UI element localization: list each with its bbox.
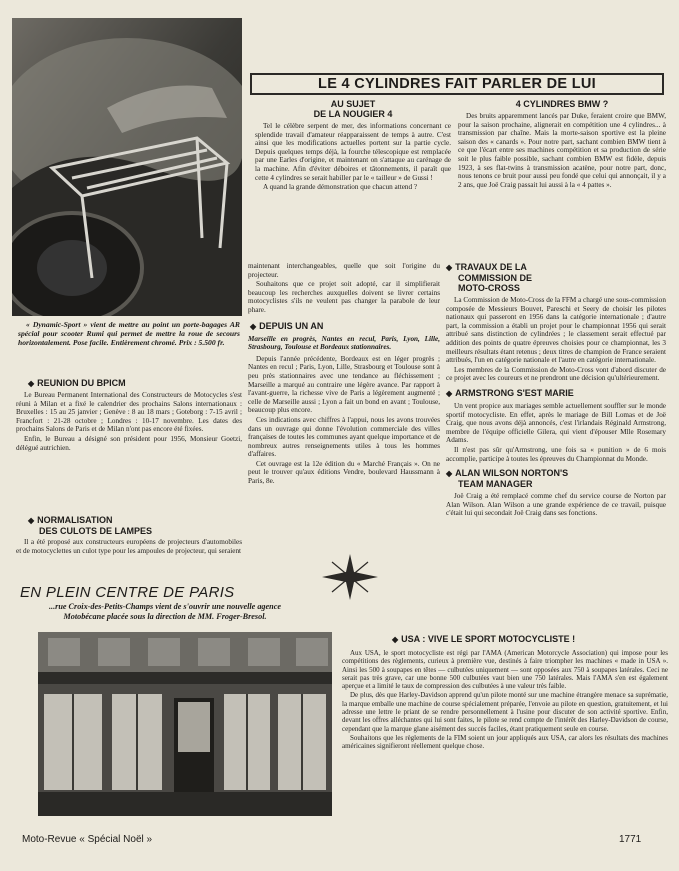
diamond-icon: ◆ [28, 516, 35, 525]
middle-para-2: Souhaitons que ce projet soit adopté, car il simplifierait beaucoup les recherches auxquelles doivent se livrer certains motocyclistes s'ils ne veulent pas changer la parabole de leur phare. [248, 280, 440, 314]
footer-page-number: 1771 [619, 834, 642, 845]
nougier-para-2: A quand la grande démonstration que chacun attend ? [263, 183, 418, 192]
usa-para-2: De plus, dès que Harley-Davidson apprend qu'un pilote monté sur une machine étrangère menace sa suprématie, la marque emballe une machine de course spécialement préparée, l'envoie au pilote en question, gratuitement, et lui adresse une lettre le priant de se rendre personnellement à l'usine pour discuter de son activité sportive. Enfin, devant les offres alléchantes qui lui sont faites, le pilote se rend compte de l'intérêt des Harley-Davidson de course, cependant que la marque glane aisément des succès faciles, étant pratiquement seule en course. [342, 691, 668, 733]
headline-box [250, 73, 664, 95]
alan-title-2: TEAM MANAGER [458, 479, 533, 490]
middle-para-1: maintenant interchangeables, quelle que soit l'origine du projecteur. [248, 262, 440, 279]
usa-para-1: Aux USA, le sport motocycliste est régi par l'AMA (American Motorcycle Association) qui impose pour les compétitions des règlements, curieux à première vue, destinés à faire triompher les machines « made in USA ». Ainsi les 500 à soupapes en têtes — culbutées uniquement — sont opposées aux 750 à soupapes latérales. Ceci ne serait pas très grave, car une bonne 500 culbutées vaut bien une 750 latérales. Mais l'AMA s'en est également aperçue et a limité le taux de compression des culbutées à une valeur très faible. [342, 649, 668, 691]
bpicm-para-1: Le Bureau Permanent International des Constructeurs de Motocycles s'est réuni à Milan et a fixé le calendrier des prochains Salons internationaux : Bruxelles : 15 au 25 janvier ; Genève : 8 au 18 mars ; Goteborg : 7-15 avril ; Francfort : 21-28 octobre ; Londres : 10-17 novembre. Les dates des prochains Salons de Paris et de Milan n'ont pas encore été fixées. [16, 391, 242, 434]
alan-para-1: Joë Craig a été remplacé comme chef du service course de Norton par Alan Wilson. Alan Wilson a une grande expérience de ce travail, puisque c'était lui qui secondait Joë Craig dans ses fonctions. [446, 492, 666, 518]
bmw-para-1: Des bruits apparemment lancés par Duke, feraient croire que BMW, pour la saison prochaine, alignerait en compétition une 4 cylindres... à transmission par chaîne. Mais la morte-saison sportive est la pleine saison des « canards ». Pour notre part, sachant combien BMW tient à ce que l'écart entre ses machines compétition et sa production de série soit le plus faible possible, sachant combien BMW est fidèle, depuis 1923, à ses flat-twins à transmission acatène, pour notre part, donc, nous tenons ce bruit pour aussi peu fondé que celui qui annonçait, il y a 2 ans, que Joë Craig passait lui aussi à la « 4 pattes ». [458, 112, 666, 189]
diamond-icon: ◆ [250, 321, 257, 331]
culots-article [16, 515, 242, 556]
depuis-lead: Marseille en progrès, Nantes en recul, Paris, Lyon, Lille, Strasbourg, Toulouse et Bordeaux stationnaires. [248, 334, 440, 352]
depuis-title: DEPUIS UN AN [259, 320, 324, 331]
alan-title-1: ALAN WILSON NORTON'S [455, 468, 569, 479]
travaux-title-1: TRAVAUX DE LA [455, 262, 527, 272]
star-icon [320, 552, 380, 602]
footer-magazine: Moto-Revue « Spécial Noël » [22, 834, 153, 845]
middle-column [248, 262, 440, 487]
diamond-icon: ◆ [446, 388, 453, 398]
armstrong-title: ARMSTRONG S'EST MARIE [455, 387, 574, 398]
depuis-para-3: Cet ouvrage est la 12e édition du « Marché Français ». On ne peut le trouver qu'aux éditions Vendre, boulevard Haussmann à Paris, 8e. [248, 459, 440, 486]
bmw-title: 4 CYLINDRES BMW ? [515, 99, 609, 109]
plein-centre-subtitle-box [36, 602, 294, 622]
travaux-title-3: MOTO-CROSS [458, 283, 520, 293]
photo-caption-text: « Dynamic-Sport » vient de mettre au point un porte-bagages AR spécial pour scooter Rumi qui permet de mettre la roue de secours horizontalement. Pose facile. Entièrement chromé. Prix : 5.500 fr. [18, 320, 240, 347]
bpicm-article [16, 378, 242, 453]
nougier-article [255, 99, 451, 193]
scooter-photo [12, 18, 242, 316]
diamond-icon: ◆ [392, 635, 399, 644]
plein-centre-subtitle: ...rue Croix-des-Petits-Champs vient de s'ouvrir une nouvelle agence Motobécane placée sous la direction de MM. Froger-Bresol. [49, 602, 281, 621]
storefront-photo [38, 632, 332, 816]
photo-caption [18, 320, 240, 348]
armstrong-para-1: Un vent propice aux mariages semble actuellement souffler sur le monde sportif motocycliste. En effet, après le mariage de Bill Lomas et de Joë Craig, que nous avons déjà annoncés, c'est l'irlandais Réginald Armstrong, membre de l'équipe officielle Gilera, qui vient d'épouser Mlle Rosemary Adams. [446, 401, 666, 445]
nougier-para-1: Tel le célèbre serpent de mer, des informations concernant ce splendide travail d'amateur réapparaissent de temps à autre. C'est ainsi que les modifications actuelles portent sur la partie cycle. Depuis quelques temps déjà, la fourche télescopique est remplacée par une Earles d'origine, et maintenant on s'attaque au carénage de la machine. Afin d'éviter déboires et tâtonnements, il paraît que cette 4 cylindres se serait habiller par le « tailleur » de Gussi ! [255, 122, 451, 182]
culots-title-1: NORMALISATION [37, 515, 113, 525]
diamond-icon: ◆ [28, 379, 35, 388]
culots-para-1: Il a été proposé aux constructeurs européens de projecteurs d'automobiles et de motocyclettes un culot type pour les ampoules de projecteur, qui seraient [16, 538, 242, 555]
depuis-para-2: Ces indications avec chiffres à l'appui, nous les avons trouvées dans un ouvrage qui donne l'évolution commerciale des villes françaises de toutes les communes ayant quelque importance et de nombreux autres renseignements utiles à tous les hommes d'affaires. [248, 415, 440, 459]
plein-centre-title: EN PLEIN CENTRE DE PARIS [20, 584, 235, 601]
travaux-para-2: Les membres de la Commission de Moto-Cross vont d'abord discuter de ce projet avec les coureurs et ne prendront une décision qu'ultérieurement. [446, 365, 666, 383]
culots-title-2: DES CULOTS DE LAMPES [39, 526, 153, 536]
usa-title: USA : VIVE LE SPORT MOTOCYCLISTE ! [401, 634, 576, 644]
right-column [446, 262, 666, 519]
usa-article [342, 634, 668, 752]
nougier-title-2: DE LA NOUGIER 4 [313, 109, 393, 119]
headline: LE 4 CYLINDRES FAIT PARLER DE LUI [318, 76, 596, 92]
diamond-icon: ◆ [446, 263, 453, 272]
nougier-title-1: AU SUJET [330, 99, 376, 109]
armstrong-para-2: Il n'est pas sûr qu'Armstrong, une fois sa « punition » de 6 mois accomplie, participe à toutes les épreuves du Championnat du Monde. [446, 445, 666, 463]
travaux-para-1: La Commission de Moto-Cross de la FFM a chargé une sous-commission composée de Messieurs Bouvet, Pareschi et Seery de choisir les pilotes nationaux qui passeront en 1956 dans la catégorie internationale ; d'autre part, la commission a établi un projet pour le championnat 1956 qui serait attribué sans distinction de cylindrées ; le classement serait effectué par addition des points de quatre épreuves choisies pour ce championnat, les 3 meilleurs résultats étant retenus ; deux titres de champion de France seraient attribués, l'un en catégorie nationale et l'autre en catégorie internationale. [446, 296, 666, 365]
bpicm-para-2: Enfin, le Bureau a désigné son président pour 1956, Monsieur Goetzi, délégué autrichien. [16, 434, 242, 452]
travaux-title-2: COMMISSION DE [458, 273, 533, 283]
bmw-article [458, 99, 666, 190]
depuis-para-1: Depuis l'année précédente, Bordeaux est en léger progrès ; Nantes en recul ; Paris, Lyon, Lille, Strasbourg et Toulouse sont à peu près stationnaires avec une tendance au fléchissement ; Marseille a marqué au contraire une légère avance. Par rapport à l'avant-guerre, la richesse vive de Paris a légèrement augmenté ; celle de Marseille aussi ; Lyon a fait un bond en avant ; Toulouse, beaucoup plus encore. [248, 354, 440, 415]
bpicm-title: REUNION DU BPICM [37, 378, 126, 388]
usa-para-3: Souhaitons que les règlements de la FIM soient un jour appliqués aux USA, car alors les résultats des machines américaines signifieront réellement quelque chose. [342, 733, 668, 751]
diamond-icon: ◆ [446, 469, 453, 479]
